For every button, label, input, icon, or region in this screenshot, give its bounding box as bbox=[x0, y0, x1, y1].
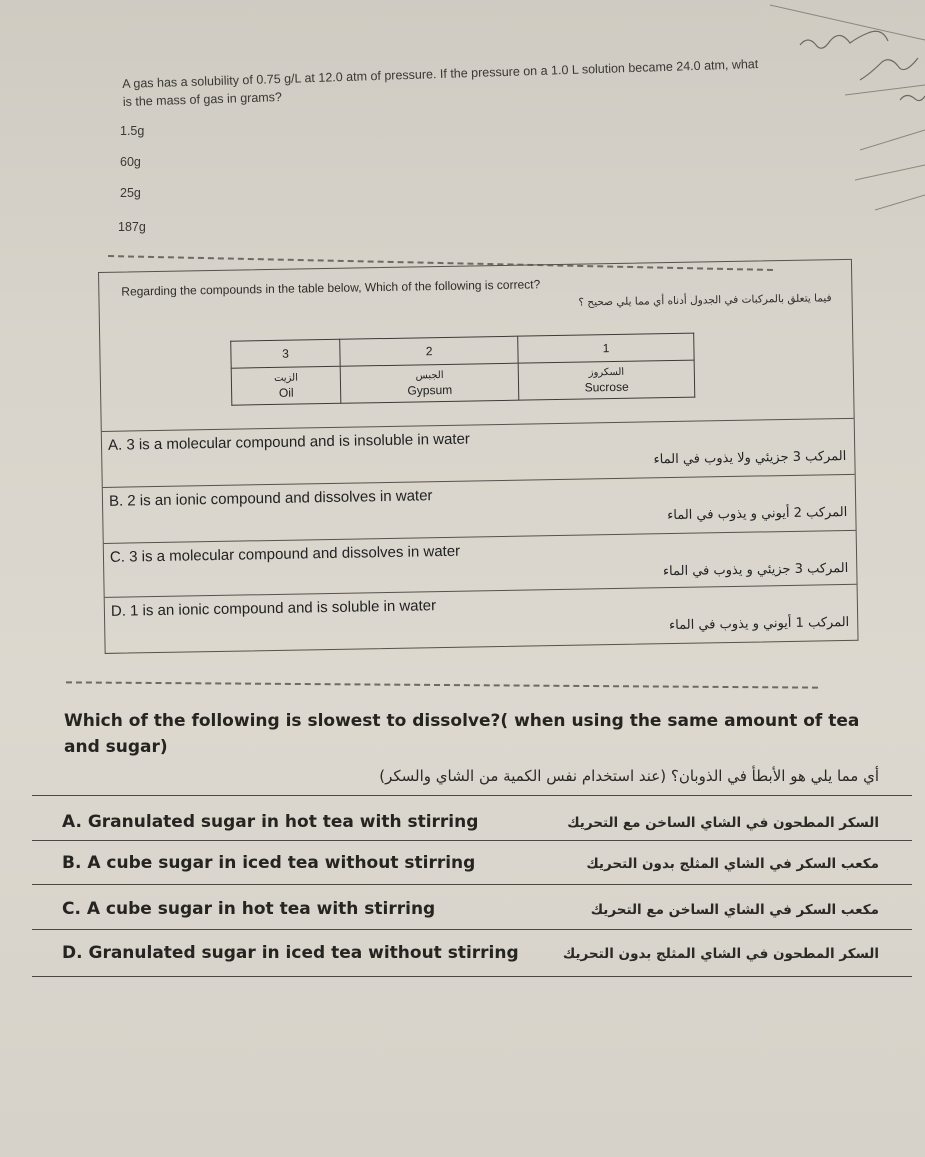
question-1-option-d[interactable]: 187g bbox=[118, 220, 146, 234]
table-header-2: 2 bbox=[340, 336, 518, 366]
question-2-box bbox=[98, 259, 859, 654]
table-header-3: 3 bbox=[231, 339, 341, 368]
question-3-rule-2 bbox=[32, 884, 912, 885]
separator-dashed-2 bbox=[66, 681, 818, 688]
question-3-rule-1 bbox=[32, 840, 912, 841]
question-3-option-b[interactable]: B. A cube sugar in iced tea without stirring bbox=[62, 853, 476, 873]
question-1-option-a[interactable]: 1.5g bbox=[120, 124, 145, 138]
question-1-option-c[interactable]: 25g bbox=[120, 186, 141, 200]
question-3-rule-0 bbox=[32, 795, 912, 796]
question-3-option-d-ar: السكر المطحون في الشاي المثلج بدون التحريك bbox=[562, 946, 879, 962]
handwriting-scribble bbox=[0, 0, 925, 240]
question-3-option-a[interactable]: A. Granulated sugar in hot tea with stirring bbox=[62, 812, 479, 832]
question-3-title: Which of the following is slowest to dissolve?( when using the same amount of tea and sugar) bbox=[64, 711, 860, 757]
question-3-rule-3 bbox=[32, 929, 912, 930]
question-2-option-a[interactable]: A. 3 is a molecular compound and is insoluble in water المركب 3 جزيئي ولا يذوب في الماء bbox=[102, 418, 855, 488]
table-cell-gypsum: الجبس Gypsum bbox=[340, 363, 519, 403]
question-2-option-b[interactable]: B. 2 is an ionic compound and dissolves in water المركب 2 أيوني و يذوب في الماء bbox=[103, 474, 856, 544]
question-2-prompt: Regarding the compounds in the table below, Which of the following is correct? bbox=[121, 277, 541, 299]
question-1-option-b[interactable]: 60g bbox=[120, 155, 141, 169]
question-3-option-c-ar: مكعب السكر في الشاي الساخن مع التحريك bbox=[590, 902, 879, 918]
table-header-1: 1 bbox=[518, 333, 694, 363]
question-1-text: A gas has a solubility of 0.75 g/L at 12.0 atm of pressure. If the pressure on a 1.0 L solution became 24.0 atm, what is the mass of gas in grams? bbox=[122, 57, 759, 109]
table-cell-sucrose: السكروز Sucrose bbox=[518, 360, 694, 400]
question-3-option-b-ar: مكعب السكر في الشاي المثلج بدون التحريك bbox=[586, 856, 879, 872]
question-3-title-ar: أي مما يلي هو الأبطأ في الذوبان؟ (عند استخدام نفس الكمية من الشاي والسكر) bbox=[379, 767, 879, 785]
question-3-option-a-ar: السكر المطحون في الشاي الساخن مع التحريك bbox=[567, 815, 879, 831]
question-2-option-c[interactable]: C. 3 is a molecular compound and dissolves in water المركب 3 جزيئي و يذوب في الماء bbox=[104, 530, 857, 598]
question-3-rule-4 bbox=[32, 976, 912, 977]
question-3-option-d[interactable]: D. Granulated sugar in iced tea without stirring bbox=[62, 943, 519, 963]
question-3-option-c[interactable]: C. A cube sugar in hot tea with stirring bbox=[62, 899, 436, 919]
table-cell-oil: الزيت Oil bbox=[231, 366, 341, 405]
question-2-prompt-ar: فيما يتعلق بالمركبات في الجدول أدناه أي مما يلي صحيح ؟ bbox=[578, 292, 832, 309]
question-2-option-d[interactable]: D. 1 is an ionic compound and is soluble in water المركب 1 أيوني و يذوب في الماء bbox=[105, 584, 858, 652]
compounds-table bbox=[230, 333, 695, 406]
